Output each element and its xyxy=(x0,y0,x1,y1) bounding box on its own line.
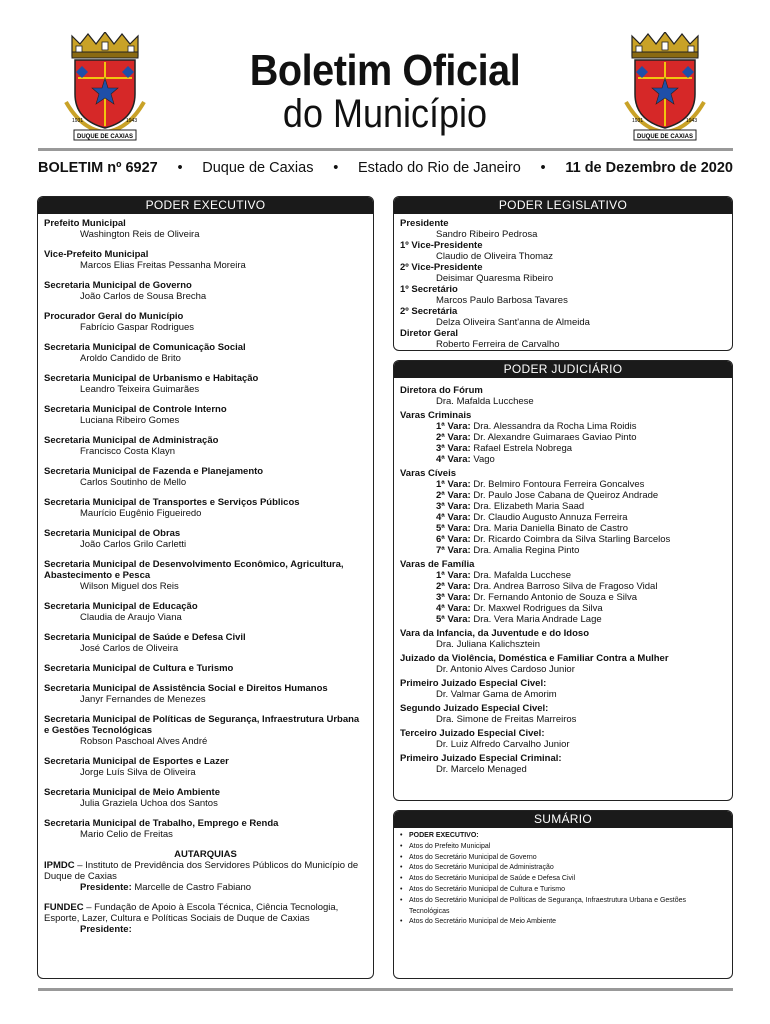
executive-role: Secretaria Municipal de Educação xyxy=(44,601,198,612)
executive-name: Mario Celio de Freitas xyxy=(80,829,173,840)
judge-name: Dr. Valmar Gama de Amorim xyxy=(436,689,557,700)
judge-name: Dra. Juliana Kalichsztein xyxy=(436,639,541,650)
judiciary-section-heading: Primeiro Juizado Especial Civel: xyxy=(400,678,547,689)
bullet-icon: • xyxy=(400,832,403,839)
executive-name: Wilson Miguel dos Reis xyxy=(80,581,179,592)
svg-text:1943: 1943 xyxy=(126,118,138,124)
judiciary-section-heading: Terceiro Juizado Especial Civel: xyxy=(400,728,545,739)
executive-name: Fabrício Gaspar Rodrigues xyxy=(80,322,195,333)
svg-text:DUQUE DE CAXIAS: DUQUE DE CAXIAS xyxy=(76,134,134,140)
executive-role: Secretaria Municipal de Transportes e Serviços Públicos xyxy=(44,497,300,508)
court-judge: Dr. Fernando Antonio de Souza e Silva xyxy=(470,592,638,603)
executive-name: Aroldo Candido de Brito xyxy=(80,353,181,364)
masthead-subtitle: do Município xyxy=(282,92,488,136)
executive-name: Francisco Costa Klayn xyxy=(80,446,176,457)
issue-separator: • xyxy=(333,160,339,176)
executive-panel-title: PODER EXECUTIVO xyxy=(38,197,373,214)
judiciary-list xyxy=(394,378,732,779)
summary-list xyxy=(394,828,732,931)
executive-role: Secretaria Municipal de Administração xyxy=(44,435,219,446)
judiciary-section-heading: Varas Criminais xyxy=(400,410,472,421)
masthead xyxy=(170,48,600,134)
bullet-icon: • xyxy=(400,918,403,926)
court-judge: Dra. Andrea Barroso Silva de Fragoso Vidal xyxy=(470,581,658,592)
executive-entry xyxy=(44,311,367,333)
executive-entry xyxy=(44,663,367,674)
summary-item-text: Atos do Secretário Municipal de Cultura e Turismo xyxy=(409,885,566,893)
court-label: 4ª Vara: xyxy=(436,454,471,465)
legislative-panel xyxy=(393,196,733,351)
court-judge: Dra. Maria Daniella Binato de Castro xyxy=(470,523,629,534)
executive-name: José Carlos de Oliveira xyxy=(80,643,179,654)
legislative-name: Sandro Ribeiro Pedrosa xyxy=(436,229,538,240)
court-judge: Dr. Belmiro Fontoura Ferreira Goncalves xyxy=(470,479,645,490)
judiciary-section-heading: Varas Cíveis xyxy=(400,468,456,479)
bullet-icon: • xyxy=(400,853,403,861)
executive-role: Secretaria Municipal de Controle Interno xyxy=(44,404,227,415)
masthead-title: Boletim Oficial xyxy=(249,46,521,95)
municipal-crest-right xyxy=(622,32,708,142)
executive-entry xyxy=(44,787,367,809)
executive-role: Secretaria Municipal de Trabalho, Emprego e Renda xyxy=(44,818,279,829)
court-label: 5ª Vara: xyxy=(436,614,471,625)
court-label: 6ª Vara: xyxy=(436,534,471,545)
svg-text:DUQUE DE CAXIAS: DUQUE DE CAXIAS xyxy=(636,134,694,140)
executive-name: João Carlos de Sousa Brecha xyxy=(80,291,207,302)
executive-entry xyxy=(44,756,367,778)
executive-entry xyxy=(44,373,367,395)
court-label: 3ª Vara: xyxy=(436,592,471,603)
executive-role: Secretaria Municipal de Esportes e Lazer xyxy=(44,756,229,767)
court-label: 4ª Vara: xyxy=(436,603,471,614)
executive-role: Secretaria Municipal de Governo xyxy=(44,280,192,291)
court-row xyxy=(400,523,726,534)
issue-separator: • xyxy=(540,160,546,176)
court-label: 1ª Vara: xyxy=(436,479,471,490)
summary-item xyxy=(400,917,726,928)
ipmdc-president xyxy=(44,882,367,893)
court-judge: Rafael Estrela Nobrega xyxy=(470,443,573,454)
issue-separator: • xyxy=(177,160,183,176)
executive-entry xyxy=(44,818,367,840)
summary-item xyxy=(400,896,726,918)
legislative-role: 2º Vice-Presidente xyxy=(400,262,483,273)
summary-item xyxy=(400,874,726,885)
court-judge: Dra. Amalia Regina Pinto xyxy=(470,545,580,556)
executive-entry xyxy=(44,249,367,271)
summary-item xyxy=(400,842,726,853)
executive-entry xyxy=(44,601,367,623)
executive-role: Secretaria Municipal de Saúde e Defesa Civil xyxy=(44,632,246,643)
court-row xyxy=(400,603,726,614)
autarquias-heading: AUTARQUIAS xyxy=(174,849,237,860)
judge-name: Dr. Luiz Alfredo Carvalho Junior xyxy=(436,739,570,750)
summary-item-text: Atos do Secretário Municipal de Governo xyxy=(409,853,537,861)
legislative-name: Roberto Ferreira de Carvalho xyxy=(436,339,560,350)
executive-name: Luciana Ribeiro Gomes xyxy=(80,415,180,426)
court-label: 1ª Vara: xyxy=(436,421,471,432)
legislative-role: Presidente xyxy=(400,218,449,229)
ipmdc-president-name: Marcelle de Castro Fabiano xyxy=(131,882,252,893)
ipmdc-president-label: Presidente: xyxy=(80,882,132,893)
issue-date: 11 de Dezembro de 2020 xyxy=(565,160,733,176)
executive-role: Secretaria Municipal de Obras xyxy=(44,528,181,539)
executive-name: Julia Graziela Uchoa dos Santos xyxy=(80,798,218,809)
executive-name: Washington Reis de Oliveira xyxy=(80,229,200,240)
bullet-icon: • xyxy=(400,875,403,883)
court-label: 2ª Vara: xyxy=(436,490,471,501)
summary-item-text: PODER EXECUTIVO: xyxy=(409,832,479,839)
legislative-name: Claudio de Oliveira Thomaz xyxy=(436,251,554,262)
ipmdc-entry xyxy=(44,860,367,882)
fundec-entry xyxy=(44,902,367,924)
municipal-crest-left xyxy=(62,32,148,142)
executive-role: Secretaria Municipal de Fazenda e Planejamento xyxy=(44,466,264,477)
issue-line xyxy=(38,160,733,176)
executive-role: Secretaria Municipal de Desenvolvimento Econômico, Agricultura, Abastecimento e Pesca xyxy=(44,559,344,581)
court-row xyxy=(400,490,726,501)
court-row xyxy=(400,501,726,512)
court-row xyxy=(400,443,726,454)
court-judge: Dra. Mafalda Lucchese xyxy=(470,570,572,581)
court-judge: Dra. Elizabeth Maria Saad xyxy=(470,501,585,512)
executive-role: Procurador Geral do Município xyxy=(44,311,184,322)
summary-item-text: Atos do Secretário Municipal de Saúde e Defesa Civil xyxy=(409,875,576,883)
summary-item-text: Atos do Prefeito Municipal xyxy=(409,842,491,850)
top-divider xyxy=(38,148,733,151)
executive-entry xyxy=(44,714,367,747)
court-label: 5ª Vara: xyxy=(436,523,471,534)
executive-role: Secretaria Municipal de Meio Ambiente xyxy=(44,787,220,798)
bottom-divider xyxy=(38,988,733,991)
executive-entry xyxy=(44,528,367,550)
svg-text:1931: 1931 xyxy=(632,118,644,124)
judiciary-panel-title: PODER JUDICIÁRIO xyxy=(394,361,732,378)
issue-state: Estado do Rio de Janeiro xyxy=(358,160,521,176)
executive-name: Claudia de Araujo Viana xyxy=(80,612,182,623)
court-row xyxy=(400,592,726,603)
executive-list xyxy=(38,214,373,939)
executive-role: Secretaria Municipal de Urbanismo e Habitação xyxy=(44,373,259,384)
court-row xyxy=(400,534,726,545)
executive-entry xyxy=(44,559,367,592)
summary-item xyxy=(400,863,726,874)
court-label: 3ª Vara: xyxy=(436,443,471,454)
executive-entry xyxy=(44,280,367,302)
executive-name: Carlos Soutinho de Mello xyxy=(80,477,187,488)
executive-name: Robson Paschoal Alves André xyxy=(80,736,208,747)
executive-entry xyxy=(44,632,367,654)
judge-name: Dra. Simone de Freitas Marreiros xyxy=(436,714,577,725)
issue-city: Duque de Caxias xyxy=(202,160,314,176)
legislative-role: 2º Secretária xyxy=(400,306,458,317)
executive-role: Vice-Prefeito Municipal xyxy=(44,249,149,260)
executive-name: João Carlos Grilo Carletti xyxy=(80,539,187,550)
executive-entry xyxy=(44,435,367,457)
summary-item-text: Atos do Secretário Municipal de Administração xyxy=(409,864,554,872)
judge-name: Dr. Antonio Alves Cardoso Junior xyxy=(436,664,575,675)
summary-panel xyxy=(393,810,733,979)
ipmdc-acronym: IPMDC xyxy=(44,860,75,871)
court-label: 7ª Vara: xyxy=(436,545,471,556)
court-row xyxy=(400,454,726,465)
court-label: 4ª Vara: xyxy=(436,512,471,523)
court-judge: Vago xyxy=(470,454,495,465)
legislative-name: Deisimar Quaresma Ribeiro xyxy=(436,273,554,284)
legislative-name: Delza Oliveira Sant'anna de Almeida xyxy=(436,317,590,328)
legislative-role: Diretor Geral xyxy=(400,328,459,339)
executive-panel xyxy=(37,196,374,979)
bullet-icon: • xyxy=(400,896,403,904)
summary-item xyxy=(400,853,726,864)
court-label: 3ª Vara: xyxy=(436,501,471,512)
summary-item-text: Atos do Secretário Municipal de Meio Ambiente xyxy=(409,918,557,926)
executive-name: Jorge Luís Silva de Oliveira xyxy=(80,767,196,778)
issue-number: BOLETIM nº 6927 xyxy=(38,160,158,176)
judiciary-section-heading: Primeiro Juizado Especial Criminal: xyxy=(400,753,562,764)
executive-entry xyxy=(44,466,367,488)
court-label: 2ª Vara: xyxy=(436,432,471,443)
executive-name: Leandro Teixeira Guimarães xyxy=(80,384,200,395)
bullet-icon: • xyxy=(400,864,403,872)
judiciary-section-heading: Diretora do Fórum xyxy=(400,385,483,396)
bullet-icon: • xyxy=(400,842,403,850)
executive-entry xyxy=(44,342,367,364)
court-judge: Dra. Vera Maria Andrade Lage xyxy=(470,614,602,625)
court-row xyxy=(400,432,726,443)
court-judge: Dr. Ricardo Coimbra da Silva Starling Barcelos xyxy=(470,534,671,545)
court-label: 1ª Vara: xyxy=(436,570,471,581)
court-row xyxy=(400,570,726,581)
court-judge: Dr. Maxwel Rodrigues da Silva xyxy=(470,603,603,614)
fundec-description: – Fundação de Apoio à Escola Técnica, Ciência Tecnologia, Esporte, Lazer, Cultura e Políticas Sociais de Duque de Caxias xyxy=(44,902,339,924)
judiciary-section-heading: Vara da Infancia, da Juventude e do Idoso xyxy=(400,628,589,639)
court-row xyxy=(400,545,726,556)
court-judge: Dr. Alexandre Guimaraes Gaviao Pinto xyxy=(470,432,637,443)
court-row xyxy=(400,479,726,490)
court-row xyxy=(400,512,726,523)
court-row xyxy=(400,581,726,592)
legislative-role: 1º Secretário xyxy=(400,284,458,295)
court-label: 2ª Vara: xyxy=(436,581,471,592)
summary-item xyxy=(400,885,726,896)
executive-role: Secretaria Municipal de Assistência Social e Direitos Humanos xyxy=(44,683,328,694)
executive-role: Secretaria Municipal de Políticas de Segurança, Infraestrutura Urbana e Gestões Tecnológicas xyxy=(44,714,360,736)
court-judge: Dr. Claudio Augusto Annuza Ferreira xyxy=(470,512,628,523)
judiciary-section-heading: Varas de Família xyxy=(400,559,475,570)
judge-name: Dra. Mafalda Lucchese xyxy=(436,396,534,407)
executive-role: Secretaria Municipal de Comunicação Social xyxy=(44,342,246,353)
executive-entry xyxy=(44,683,367,705)
court-judge: Dra. Alessandra da Rocha Lima Roidis xyxy=(470,421,637,432)
svg-text:1931: 1931 xyxy=(72,118,84,124)
fundec-president-label: Presidente: xyxy=(80,924,132,935)
executive-name: Janyr Fernandes de Menezes xyxy=(80,694,206,705)
executive-entry xyxy=(44,218,367,240)
executive-entry xyxy=(44,497,367,519)
executive-name: Marcos Elias Freitas Pessanha Moreira xyxy=(80,260,246,271)
fundec-president xyxy=(44,924,367,935)
judiciary-section-heading: Segundo Juizado Especial Civel: xyxy=(400,703,549,714)
judiciary-section-heading: Juizado da Violência, Doméstica e Familiar Contra a Mulher xyxy=(400,653,669,664)
ipmdc-description: – Instituto de Previdência dos Servidores Públicos do Município de Duque de Caxias xyxy=(44,860,359,882)
svg-text:1943: 1943 xyxy=(686,118,698,124)
executive-name: Maurício Eugênio Figueiredo xyxy=(80,508,202,519)
court-judge: Dr. Paulo Jose Cabana de Queiroz Andrade xyxy=(470,490,659,501)
legislative-name: Marcos Paulo Barbosa Tavares xyxy=(436,295,568,306)
court-row xyxy=(400,421,726,432)
judge-name: Dr. Marcelo Menaged xyxy=(436,764,527,775)
legislative-role: 1º Vice-Presidente xyxy=(400,240,483,251)
summary-item xyxy=(400,831,726,842)
legislative-panel-title: PODER LEGISLATIVO xyxy=(394,197,732,214)
bullet-icon: • xyxy=(400,885,403,893)
fundec-acronym: FUNDEC xyxy=(44,902,84,913)
legislative-list xyxy=(394,214,732,351)
judiciary-panel xyxy=(393,360,733,801)
executive-entry xyxy=(44,404,367,426)
executive-role: Secretaria Municipal de Cultura e Turismo xyxy=(44,663,234,674)
summary-item-text: Atos do Secretário Municipal de Políticas de Segurança, Infraestrutura Urbana e Gestões Tecnológicas xyxy=(409,896,687,915)
summary-panel-title: SUMÁRIO xyxy=(394,811,732,828)
court-row xyxy=(400,614,726,625)
executive-role: Prefeito Municipal xyxy=(44,218,126,229)
